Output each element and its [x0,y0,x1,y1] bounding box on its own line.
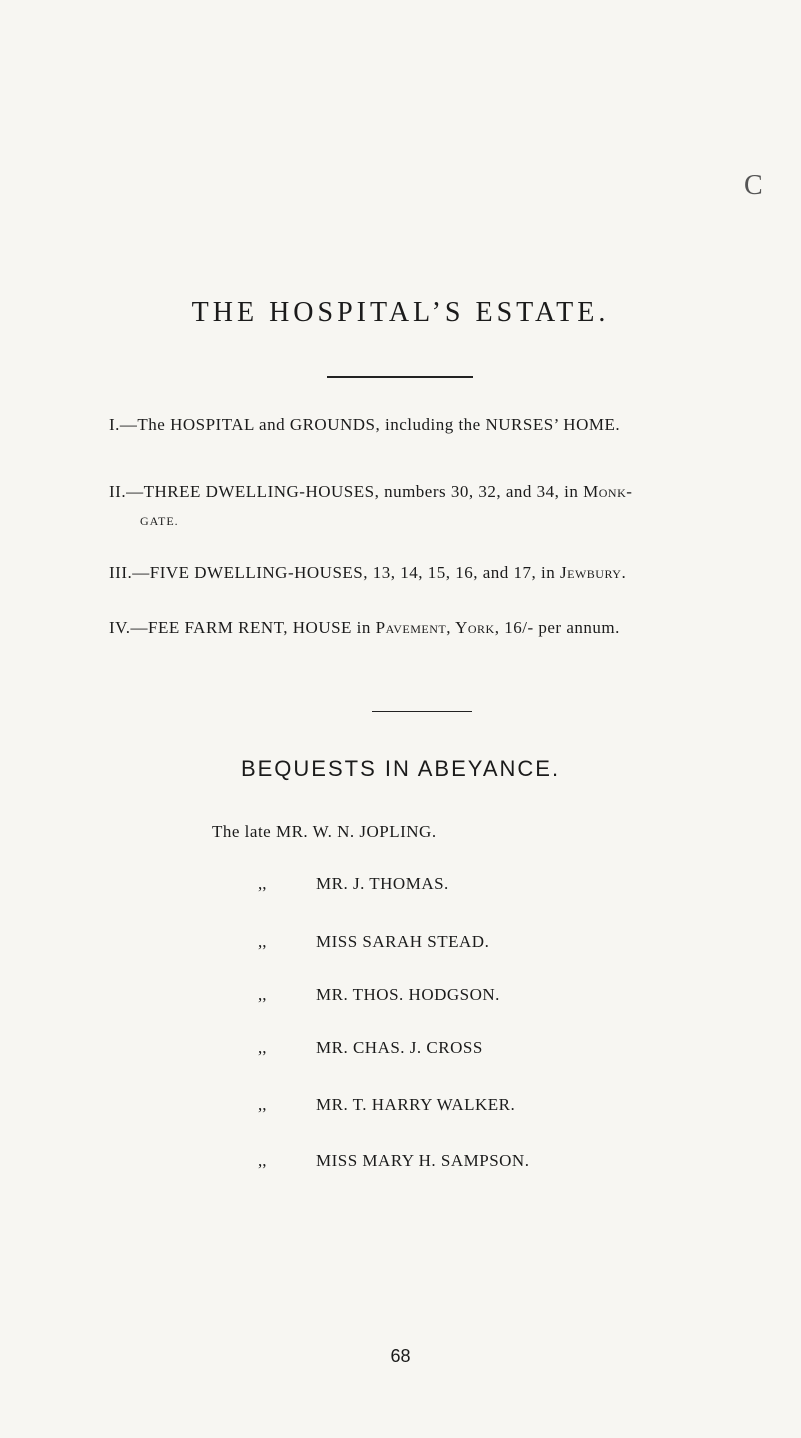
ditto-mark: ,, [258,985,267,1004]
estate-item-4 [109,618,620,638]
bequest-name: MISS MARY H. SAMPSON. [316,1151,530,1170]
bequest-name: MR. J. THOMAS. [316,874,449,893]
estate-item-2-place: Monk- [583,482,633,501]
estate-item-2 [109,482,632,502]
page-number: 68 [390,1346,411,1366]
estate-item-3-text: III.—FIVE DWELLING-HOUSES, 13, 14, 15, 16, and 17, in [109,563,561,582]
ditto-mark: ,, [258,1038,267,1057]
section-divider [372,711,472,712]
bequest-name: MISS SARAH STEAD. [316,932,490,951]
ditto-mark: ,, [258,1095,267,1114]
estate-item-2-text: II.—THREE DWELLING-HOUSES, numbers 30, 32, and 34, in [109,482,584,501]
ditto-mark: ,, [258,932,267,951]
ditto-mark: ,, [258,874,267,893]
bequest-first: The late MR. W. N. JOPLING. [212,822,437,841]
estate-item-4-text: IV.—FEE FARM RENT, HOUSE in [109,618,376,637]
estate-item-3-place: Jewbury. [560,563,627,582]
estate-item-3 [109,563,626,583]
page-title: THE HOSPITAL’S ESTATE. [191,297,610,328]
title-divider [327,376,473,378]
bequest-name: MR. CHAS. J. CROSS [316,1038,483,1057]
bequests-heading: BEQUESTS IN ABEYANCE. [240,756,561,781]
estate-item-4-place: Pavement, York, [375,618,500,637]
estate-item-2-continuation: GATE. [140,514,179,528]
estate-item-1: I.—The HOSPITAL and GROUNDS, including the NURSES’ HOME. [109,415,621,434]
corner-mark: C [744,170,763,201]
ditto-mark: ,, [258,1151,267,1170]
bequest-name: MR. T. HARRY WALKER. [316,1095,516,1114]
estate-item-4-tail: 16/- per annum. [499,618,620,637]
bequest-name: MR. THOS. HODGSON. [316,985,500,1004]
